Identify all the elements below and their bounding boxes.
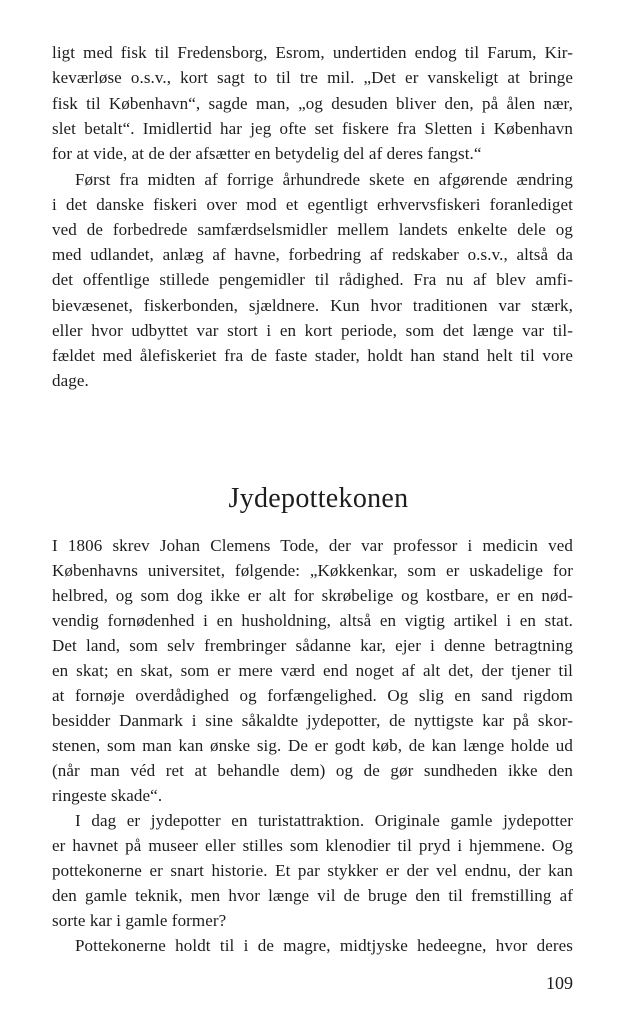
body-text-line: besidder Danmark i sine såkaldte jydepotter, de nyttigste kar på skor- [52, 711, 573, 730]
body-text-line: (når man véd ret at behandle dem) og de gør sundheden ikke den [52, 761, 573, 780]
body-text-line: helbred, og som dog ikke er alt for skrøbelige og kostbare, er en nød- [52, 586, 573, 605]
body-text-line: vendig fornødenhed i en husholdning, altså en vigtig artikel i en stat. [52, 611, 573, 630]
body-text-line: i det danske fiskeri over mod et egentligt erhvervsfiskeri foranlediget [52, 195, 573, 214]
page-number: 109 [546, 973, 573, 993]
body-text-line: for at vide, at de der afsætter en betydelig del af deres fangst.“ [52, 144, 482, 163]
body-text-line: ligt med fisk til Fredensborg, Esrom, undertiden endog til Farum, Kir- [52, 43, 573, 62]
body-text-line: stenen, som man kan ønske sig. De er godt køb, de kan længe holde ud [52, 736, 573, 755]
body-text-line: ringeste skade“. [52, 786, 163, 805]
body-text-line: Pottekonerne holdt til i de magre, midtjyske hedeegne, hvor deres [75, 936, 573, 955]
body-text-line: Først fra midten af forrige århundrede skete en afgørende ændring [75, 170, 573, 189]
body-text-line: med udlandet, anlæg af havne, forbedring af redskaber o.s.v., altså da [52, 245, 573, 264]
body-text-line: en skat; en skat, som er mere værd end noget af alt det, der tjener til [52, 661, 573, 680]
body-text-line: eller hvor udbyttet var stort i en kort periode, som det længe var til- [52, 321, 573, 340]
body-text-line: keværløse o.s.v., kort sagt to til tre mil. „Det er vanskeligt at bringe [52, 68, 573, 87]
body-text-line: er havnet på museer eller stilles som klenodier til pryd i hjemmene. Og [52, 836, 573, 855]
body-text-line: I 1806 skrev Johan Clemens Tode, der var professor i medicin ved [52, 536, 573, 555]
body-text-line: I dag er jydepotter en turistattraktion. Originale gamle jydepotter [75, 811, 573, 830]
body-text-line: fisk til København“, sagde man, „og desuden bliver den, på ålen nær, [52, 94, 573, 113]
body-text-line: at fornøje overdådighed og forfængelighed. Og slig en sand rigdom [52, 686, 573, 705]
body-text-line: det offentlige stillede pengemidler til rådighed. Fra nu af blev amfi- [52, 270, 573, 289]
body-text-line: fældet med ålefiskeriet fra de faste stader, holdt han stand helt til vore [52, 346, 573, 365]
body-text-line: Det land, som selv frembringer sådanne kar, ejer i denne betragtning [52, 636, 573, 655]
body-text-line: pottekonerne er snart historie. Et par stykker er der vel endnu, der kan [52, 861, 573, 880]
body-text-line: slet betalt“. Imidlertid har jeg ofte set fiskere fra Sletten i København [52, 119, 573, 138]
body-text-line: den gamle teknik, men hvor længe vil de bruge den til fremstilling af [52, 886, 573, 905]
body-text-line: dage. [52, 371, 89, 390]
body-text-line: sorte kar i gamle former? [52, 911, 227, 930]
body-text-line: ved de forbedrede samfærdselsmidler mellem landets enkelte dele og [52, 220, 573, 239]
body-text-line: bievæsenet, fiskerbonden, sjældnere. Kun hvor traditionen var stærk, [52, 296, 573, 315]
body-text-line: Københavns universitet, følgende: „Køkkenkar, som er uskadelige for [52, 561, 573, 580]
section-title: Jydepottekonen [228, 483, 409, 514]
